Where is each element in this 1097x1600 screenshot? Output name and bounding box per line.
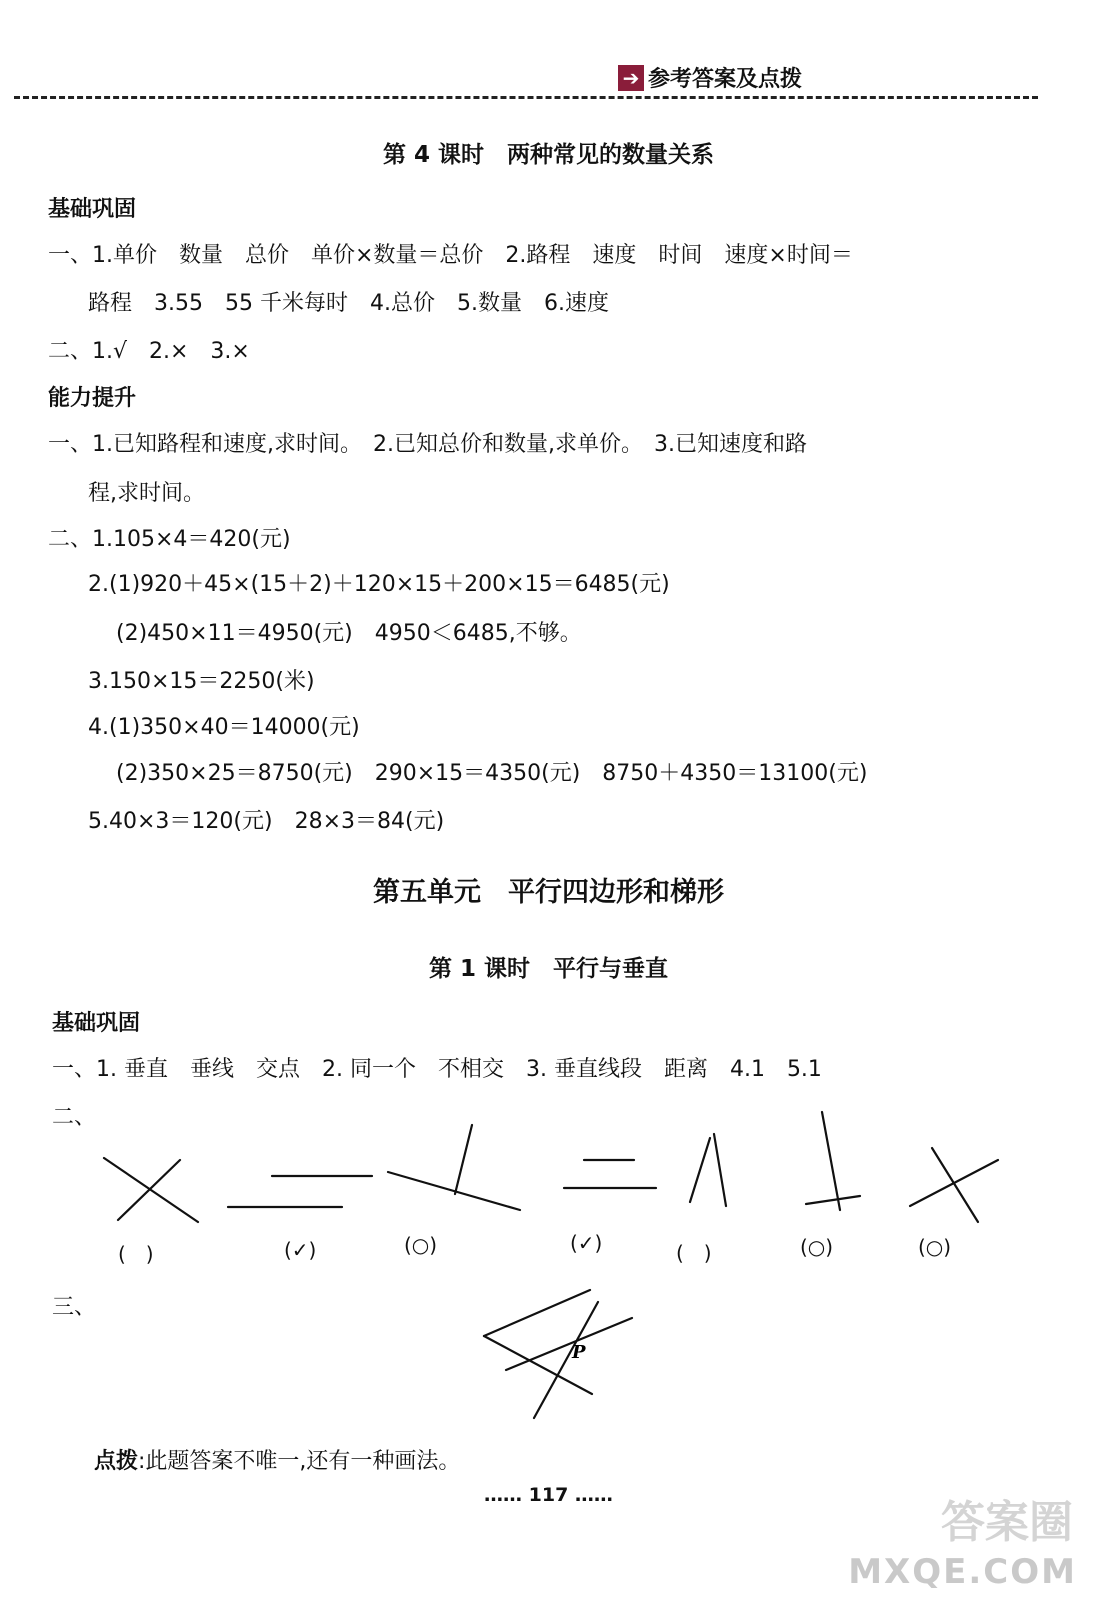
- tip-label: 点拨: [94, 1449, 139, 1474]
- watermark-url: MXQE.COM: [848, 1552, 1077, 1592]
- answer-4: (✓): [570, 1231, 603, 1255]
- lesson4-adv-line1: 一、1.已知路程和速度,求时间。 2.已知总价和数量,求单价。 3.已知速度和路: [48, 432, 807, 457]
- lesson4-title: 第 4 课时 两种常见的数量关系: [382, 142, 715, 168]
- unit5-q3-label: 三、: [52, 1295, 97, 1320]
- point-p-label: P: [572, 1342, 586, 1363]
- lesson4-advanced-heading: 能力提升: [48, 386, 137, 411]
- header-tag: [618, 62, 802, 93]
- lesson4-adv-line7: 4.(1)350×40＝14000(元): [88, 715, 360, 740]
- lesson4-adv-line4: 2.(1)920＋45×(15＋2)＋120×15＋200×15＝6485(元): [88, 572, 670, 597]
- lesson4-basic-line3: 二、1.√ 2.× 3.×: [48, 339, 250, 364]
- answer-5: ( ): [676, 1241, 712, 1265]
- lesson4-adv-line3: 二、1.105×4＝420(元): [48, 527, 291, 552]
- q3-line-upper: [484, 1290, 590, 1336]
- answer-2: (✓): [284, 1238, 317, 1262]
- lesson4-basic-heading: 基础巩固: [48, 197, 137, 222]
- figure-2-parallel-lines: [228, 1176, 372, 1207]
- lesson4-basic-line1: 一、1.单价 数量 总价 单价×数量＝总价 2.路程 速度 时间 速度×时间＝: [48, 243, 853, 268]
- lesson4-adv-line2: 程,求时间。: [88, 481, 205, 506]
- figure-5-non-parallel-lines: [690, 1134, 726, 1206]
- answer-6: (○): [800, 1235, 834, 1259]
- lesson4-adv-line6: 3.150×15＝2250(米): [88, 669, 315, 694]
- unit5-title: 第五单元 平行四边形和梯形: [373, 877, 724, 908]
- tip-line: [94, 1444, 460, 1475]
- figure-6-perpendicular-lines: [806, 1112, 860, 1210]
- answer-7: (○): [918, 1235, 952, 1259]
- q3-line-figure: [0, 1280, 1097, 1430]
- answer-3: (○): [404, 1233, 438, 1257]
- unit5-lesson1-title: 第 1 课时 平行与垂直: [428, 956, 669, 982]
- lesson4-adv-line5: (2)450×11＝4950(元) 4950＜6485,不够。: [116, 621, 582, 646]
- figure-4-parallel-lines: [564, 1160, 656, 1188]
- header-tag-text: 参考答案及点拨: [648, 67, 803, 92]
- figure-7-perpendicular-crossing-lines: [910, 1148, 998, 1222]
- answer-1: ( ): [118, 1242, 154, 1266]
- lesson4-basic-line2: 路程 3.55 55 千米每时 4.总价 5.数量 6.速度: [88, 291, 609, 316]
- unit5-basic-heading: 基础巩固: [52, 1011, 141, 1036]
- figure-3-intersecting-lines: [388, 1125, 520, 1210]
- unit5-q2-label: 二、: [52, 1105, 97, 1130]
- q2-line-figures: [0, 1110, 1097, 1240]
- page-number: …… 117 ……: [484, 1484, 613, 1506]
- lesson4-adv-line9: 5.40×3＝120(元) 28×3＝84(元): [88, 809, 445, 834]
- q3-parallel-line: [506, 1318, 632, 1370]
- unit5-basic-line1: 一、1. 垂直 垂线 交点 2. 同一个 不相交 3. 垂直线段 距离 4.1 5.1: [52, 1057, 822, 1082]
- watermark-logo-text: 答案圈: [941, 1497, 1073, 1548]
- arrow-right-icon: ➔: [618, 65, 644, 91]
- header-divider: [14, 96, 1038, 99]
- figure-1-crossing-lines: [104, 1158, 198, 1222]
- tip-text: :此题答案不唯一,还有一种画法。: [138, 1449, 461, 1474]
- lesson4-adv-line8: (2)350×25＝8750(元) 290×15＝4350(元) 8750＋4350＝13100(元): [116, 761, 868, 786]
- q3-perpendicular-line: [534, 1302, 598, 1418]
